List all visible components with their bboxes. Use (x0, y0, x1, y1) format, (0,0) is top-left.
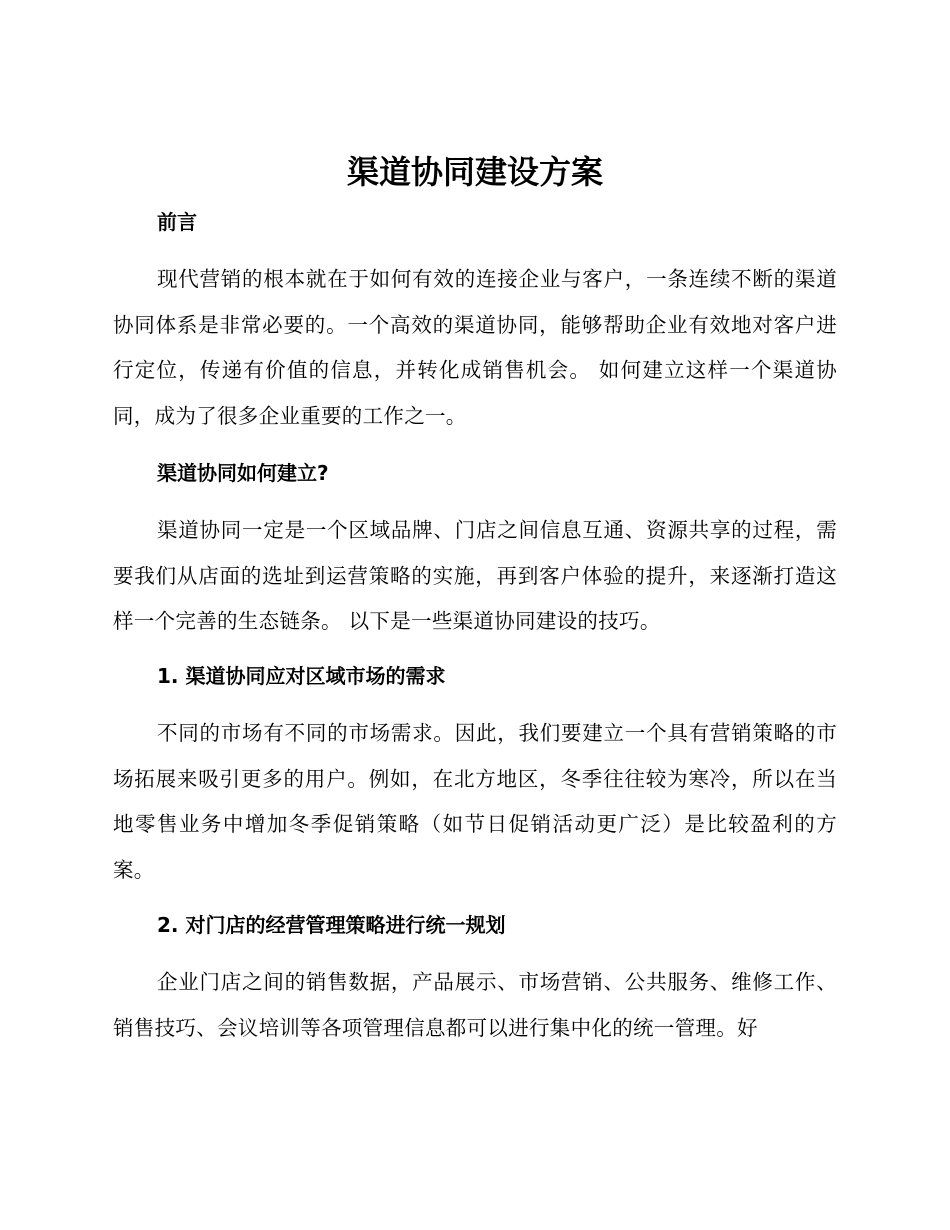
section-heading-store-management: 2. 对门店的经营管理策略进行统一规划 (157, 913, 506, 937)
section-paragraph-store-management: 企业门店之间的销售数据，产品展示、市场营销、公共服务、维修工作、销售技巧、会议培训等各项管理信息都可以进行集中化的统一管理。好 (113, 970, 837, 1040)
section-paragraph-regional-demand: 不同的市场有不同的市场需求。因此，我们要建立一个具有营销策略的市场拓展来吸引更多的用户。例如，在北方地区，冬季往往较为寒冷，所以在当地零售业务中增加冬季促销策略（如节日促销活动更广泛）是比较盈利的方案。 (113, 721, 837, 882)
document-title: 渠道协同建设方案 (346, 153, 603, 191)
section-heading-preface: 前言 (157, 210, 197, 234)
section-paragraph-how-to-build: 渠道协同一定是一个区域品牌、门店之间信息互通、资源共享的过程，需要我们从店面的选址到运营策略的实施，再到客户体验的提升，来逐渐打造这样一个完善的生态链条。 以下是一些渠道协同建设的技巧。 (113, 518, 837, 633)
section-paragraph-preface: 现代营销的根本就在于如何有效的连接企业与客户，一条连续不断的渠道协同体系是非常必要的。一个高效的渠道协同，能够帮助企业有效地对客户进行定位，传递有价值的信息，并转化成销售机会。 如何建立这样一个渠道协同，成为了很多企业重要的工作之一。 (113, 267, 837, 428)
section-heading-how-to-build: 渠道协同如何建立? (157, 461, 329, 485)
section-heading-regional-demand: 1. 渠道协同应对区域市场的需求 (157, 664, 446, 688)
